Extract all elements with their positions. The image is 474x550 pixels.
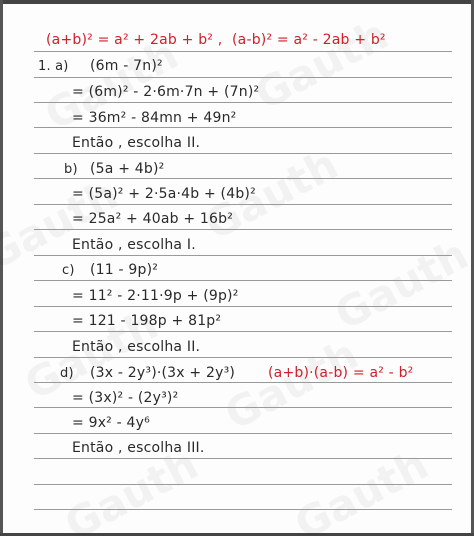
- item-c-conclusion: Então , escolha II.: [72, 339, 201, 355]
- item-b-conclusion: Então , escolha I.: [72, 237, 196, 253]
- ruled-line: [34, 204, 452, 205]
- ruled-line: [34, 509, 452, 510]
- item-a-step-1: = (6m)² - 2·6m·7n + (7n)²: [72, 84, 260, 100]
- ruled-line: [34, 127, 452, 128]
- ruled-line: [34, 229, 452, 230]
- item-d-expression: (3x - 2y³)·(3x + 2y³): [90, 365, 236, 381]
- item-c-label: c): [62, 263, 75, 278]
- item-d-conclusion: Então , escolha III.: [72, 440, 205, 456]
- item-a-step-2: = 36m² - 84mn + 49n²: [72, 110, 237, 126]
- item-a-label: 1. a): [38, 59, 69, 74]
- ruled-line: [34, 407, 452, 408]
- ruled-line: [34, 153, 452, 154]
- item-d-step-2: = 9x² - 4y⁶: [72, 415, 150, 431]
- ruled-line: [34, 77, 452, 78]
- item-c-step-1: = 11² - 2·11·9p + (9p)²: [72, 288, 239, 304]
- item-b-step-1: = (5a)² + 2·5a·4b + (4b)²: [72, 186, 256, 202]
- watermark-logo: [217, 329, 366, 439]
- page-border-top: [0, 0, 474, 4]
- ruled-line: [34, 306, 452, 307]
- header-formula-diff-square: (a-b)² = a² - 2ab + b²: [232, 32, 386, 48]
- item-a-conclusion: Então , escolha II.: [72, 135, 201, 151]
- item-a-expression: (6m - 7n)²: [90, 58, 163, 74]
- ruled-line: [34, 357, 452, 358]
- page-border-left: [0, 0, 3, 536]
- ruled-line: [34, 280, 452, 281]
- item-c-expression: (11 - 9p)²: [90, 262, 159, 278]
- item-d-step-1: = (3x)² - (2y³)²: [72, 390, 179, 406]
- item-b-label: b): [64, 162, 78, 177]
- ruled-line: [34, 178, 452, 179]
- ruled-line: [34, 484, 452, 485]
- item-c-step-2: = 121 - 198p + 81p²: [72, 313, 222, 329]
- item-b-step-2: = 25a² + 40ab + 16b²: [72, 211, 234, 227]
- ruled-line: [34, 433, 452, 434]
- ruled-line: [34, 255, 452, 256]
- ruled-line: [34, 382, 452, 383]
- item-d-label: d): [60, 366, 74, 381]
- watermark-logo: [327, 229, 474, 339]
- ruled-line: [34, 51, 452, 52]
- watermark-logo: [247, 9, 396, 119]
- header-formula-sum-square: (a+b)² = a² + 2ab + b² ,: [46, 32, 223, 48]
- item-b-expression: (5a + 4b)²: [90, 161, 165, 177]
- ruled-line: [34, 102, 452, 103]
- ruled-line: [34, 458, 452, 459]
- ruled-line: [34, 331, 452, 332]
- item-d-side-formula: (a+b)·(a-b) = a² - b²: [268, 365, 414, 381]
